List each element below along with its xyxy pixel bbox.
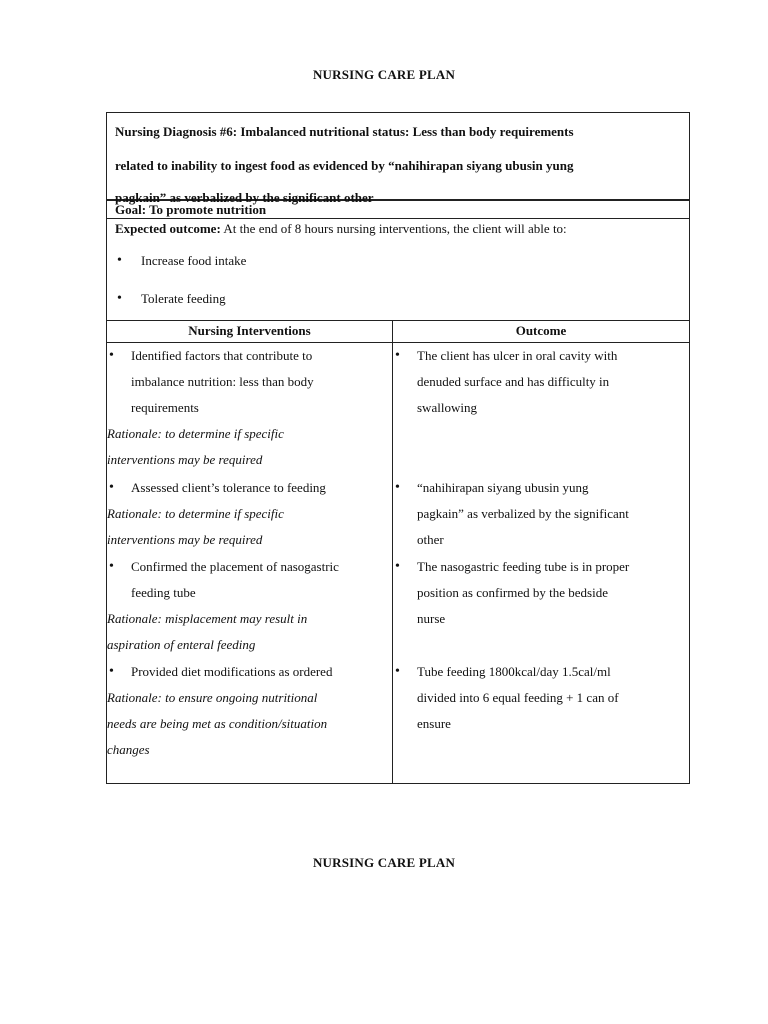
intervention-rationale	[107, 421, 392, 473]
intervention-action	[107, 554, 392, 606]
intervention-block	[107, 554, 392, 658]
text-line: Rationale: to ensure ongoing nutritional	[107, 690, 318, 705]
text-line: interventions may be required	[107, 532, 263, 547]
text-line: • The client has ulcer in oral cavity with	[417, 348, 618, 363]
text-line: • Assessed client’s tolerance to feeding	[131, 480, 326, 495]
intervention-rationale	[107, 685, 392, 763]
expected-outcome	[107, 219, 689, 321]
text-line: requirements	[131, 400, 199, 415]
text-line: • Identified factors that contribute to	[131, 348, 313, 363]
list-item: • Tolerate feeding	[115, 289, 681, 309]
outcome-block	[393, 659, 689, 737]
expected-outcome-statement	[115, 219, 681, 239]
text-line: swallowing	[417, 400, 477, 415]
next-page-title: NURSING CARE PLAN	[312, 855, 456, 870]
text-line: position as confirmed by the bedside	[417, 585, 608, 600]
outcome-item	[393, 475, 689, 553]
outcome-column	[393, 343, 689, 783]
outcome-block	[393, 475, 689, 553]
text-line: ensure	[417, 716, 451, 731]
intervention-rationale	[107, 606, 392, 658]
outcome-item	[393, 343, 689, 421]
intervention-action	[107, 343, 392, 421]
interventions-column	[107, 343, 393, 783]
page-title: NURSING CARE PLAN	[312, 67, 456, 82]
text-line: changes	[107, 742, 150, 757]
outcome-block	[393, 343, 689, 421]
expected-outcome-text: At the end of 8 hours nursing interventions, the client will able to:	[220, 221, 567, 236]
text-line: • The nasogastric feeding tube is in proper	[417, 559, 630, 574]
intervention-block	[107, 343, 392, 473]
outcome-block	[393, 554, 689, 632]
intervention-action	[107, 659, 392, 685]
text-line: Rationale: to determine if specific	[107, 426, 284, 441]
intervention-block	[107, 659, 392, 763]
care-plan-table	[106, 112, 690, 784]
diagnosis-line: Nursing Diagnosis #6: Imbalanced nutritional status: Less than body requirements	[115, 124, 574, 139]
nursing-diagnosis	[107, 113, 689, 205]
outcome-item	[393, 554, 689, 632]
diagnosis-line: pagkain” as verbalized by the significant other	[115, 190, 374, 205]
text-line: • Provided diet modifications as ordered	[131, 664, 333, 679]
text-line: feeding tube	[131, 585, 196, 600]
column-header-outcome: Outcome	[515, 323, 567, 338]
text-line: • Tube feeding 1800kcal/day 1.5cal/ml	[417, 664, 611, 679]
text-line: imbalance nutrition: less than body	[131, 374, 314, 389]
text-line: pagkain” as verbalized by the significant	[417, 506, 629, 521]
text-line: needs are being met as condition/situation	[107, 716, 328, 731]
expected-outcome-list	[115, 251, 681, 309]
expected-outcome-label: Expected outcome:	[115, 221, 221, 236]
text-line: • Confirmed the placement of nasogastric	[131, 559, 339, 574]
text-line: divided into 6 equal feeding + 1 can of	[417, 690, 619, 705]
column-header-row	[107, 321, 689, 343]
intervention-action	[107, 475, 392, 501]
text-line: interventions may be required	[107, 452, 263, 467]
text-line: aspiration of enteral feeding	[107, 637, 256, 652]
outcome-item	[393, 659, 689, 737]
intervention-block	[107, 475, 392, 553]
text-line: Rationale: to determine if specific	[107, 506, 284, 521]
intervention-rationale	[107, 501, 392, 553]
text-line: denuded surface and has difficulty in	[417, 374, 610, 389]
text-line: other	[417, 532, 444, 547]
text-line: nurse	[417, 611, 446, 626]
column-header-interventions: Nursing Interventions	[107, 321, 393, 342]
text-line: Rationale: misplacement may result in	[107, 611, 308, 626]
interventions-body-row	[107, 343, 689, 783]
goal: Goal: To promote nutrition	[107, 201, 689, 219]
text-line: • “nahihirapan siyang ubusin yung	[417, 480, 589, 495]
list-item: • Increase food intake	[115, 251, 681, 271]
diagnosis-line: related to inability to ingest food as evidenced by “nahihirapan siyang ubusin yung	[115, 158, 574, 173]
